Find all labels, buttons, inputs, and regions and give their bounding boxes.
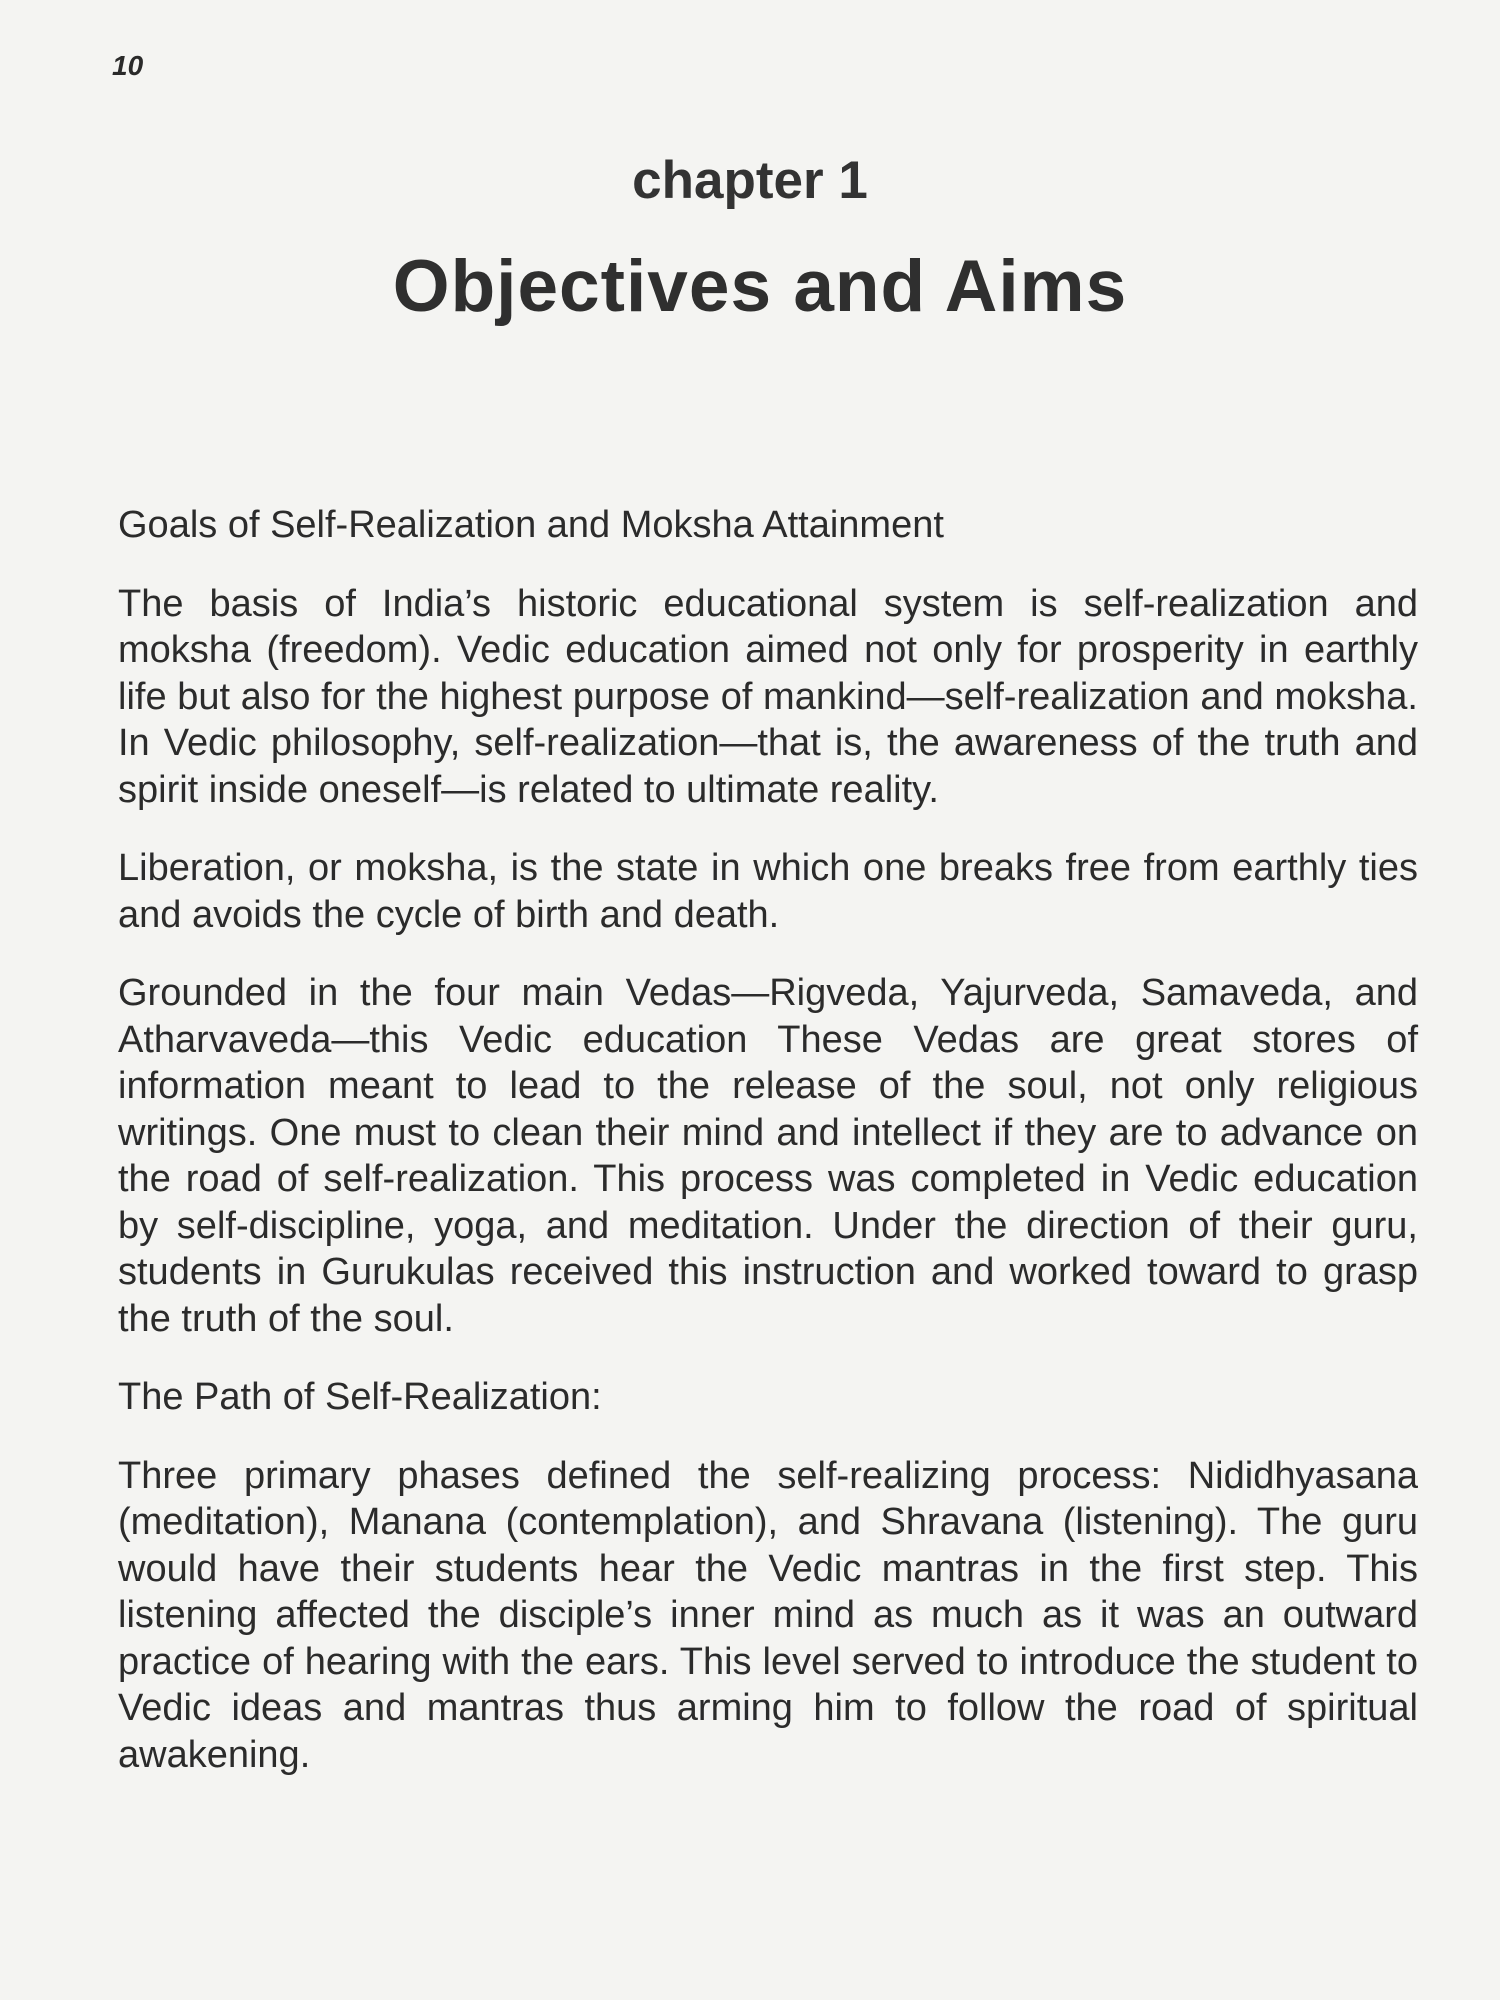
- paragraph-liberation: Liberation, or moksha, is the state in which one breaks free from earthly ties and avoids the cycle of birth and death.: [118, 847, 1418, 936]
- section-heading: Goals of Self-Realization and Moksha Attainment: [118, 504, 944, 546]
- paragraph-vedas: Grounded in the four main Vedas—Rigveda, Yajurveda, Samaveda, and Atharvaveda—this Vedic education These Vedas are great stores of information meant to lead to the release of the soul, not only religious writings. One must to clean their mind and intellect if they are to advance on the road of self-realization. This process was completed in Vedic education by self-discipline, yoga, and meditation. Under the direction of their guru, students in Gurukulas received this instruction and worked toward to grasp the truth of the soul.: [118, 972, 1418, 1340]
- chapter-title: Objectives and Aims: [392, 246, 1128, 327]
- paragraph-phases: Three primary phases defined the self-realizing process: Nididhyasana (meditation), Manana (contemplation), and Shravana (listening). The guru would have their students hear the Vedic mantras in the first step. This listening affected the disciple’s inner mind as much as it was an outward practice of hearing with the ears. This level served to introduce the student to Vedic ideas and mantras thus arming him to follow the road of spiritual awakening.: [118, 1454, 1418, 1776]
- subheading-path: The Path of Self-Realization:: [118, 1376, 602, 1418]
- chapter-label: chapter 1: [632, 151, 868, 210]
- paragraph-self-realization-basis: The basis of India’s historic educational system is self-realization and moksha (freedom). Vedic education aimed not only for prosperity in earthly life but also for the highest purpose of mankind—self-realization and moksha. In Vedic philosophy, self-realization—that is, the awareness of the truth and spirit inside oneself—is related to ultimate reality.: [118, 582, 1418, 811]
- page-body: [118, 502, 1418, 1810]
- page-number: 10: [112, 50, 144, 81]
